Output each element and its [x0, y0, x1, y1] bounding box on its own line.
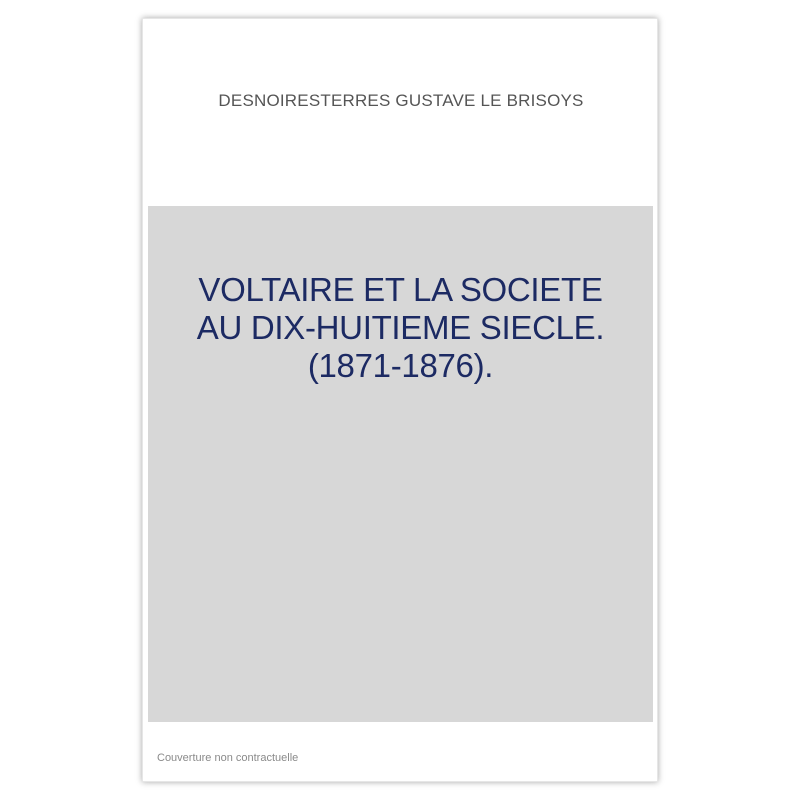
- book-author: DESNOIRESTERRES GUSTAVE LE BRISOYS: [218, 91, 584, 110]
- book-title-line-3: (1871-1876).: [307, 347, 494, 384]
- book-title: [148, 271, 653, 385]
- cover-disclaimer: Couverture non contractuelle: [157, 752, 299, 764]
- title-panel: [148, 206, 653, 722]
- book-title-line-2: AU DIX-HUITIEME SIECLE.: [196, 309, 605, 346]
- book-title-line-1: VOLTAIRE ET LA SOCIETE: [198, 271, 603, 308]
- book-cover: [142, 18, 658, 782]
